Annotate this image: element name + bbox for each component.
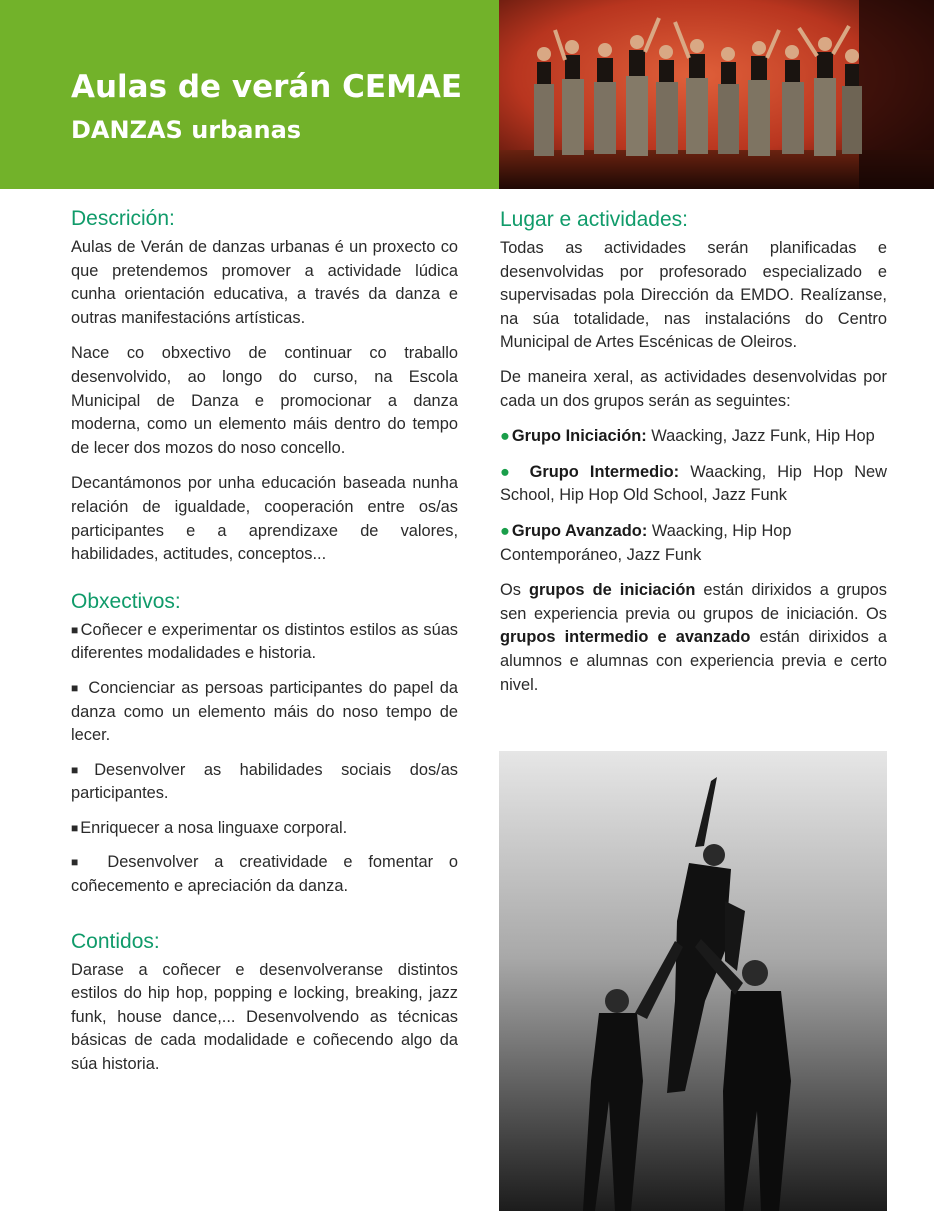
- descricion-paragraph-3: Decantámonos por unha educación baseada nunha relación de igualdade, cooperación entre os/as participantes e a aprendizaxe de valores, habilidades, actitudes, conceptos...: [71, 474, 458, 564]
- dance-lift-photo: [499, 751, 887, 1211]
- obxectivo-item: ■ Coñecer e experimentar os distintos estilos as súas diferentes modalidades e historia.: [71, 620, 459, 663]
- square-bullet-icon: ■: [71, 820, 79, 835]
- descricion-heading: Descrición:: [71, 207, 175, 230]
- right-column: [500, 203, 887, 697]
- square-bullet-icon: ■: [71, 762, 93, 777]
- obxectivos-heading: Obxectivos:: [71, 589, 181, 613]
- dot-bullet-icon: ●: [500, 462, 517, 481]
- group-item-intermedio: ● Grupo Intermedio: Waacking, Hip Hop New School, Hip Hop Old School, Jazz Funk: [500, 462, 887, 505]
- lugar-paragraph-1: Todas as actividades serán planificadas e desenvolvidas por profesorado especializado e supervisadas pola Dirección da EMDO. Realízanse, na súa totalidade, nas instalacións do Centro Municipal de Artes Escénicas de Oleiros.: [500, 239, 887, 352]
- lugar-paragraph-3: Os grupos de iniciación están dirixidos a grupos sen experiencia previa ou grupos de iniciación. Os grupos intermedio e avanzado están dirixidos a alumnos e alumnas con experiencia previa e certo nivel.: [500, 581, 887, 694]
- left-column: [71, 202, 458, 1077]
- group-item-iniciacion: ● Grupo Iniciación: Waacking, Jazz Funk, Hip Hop: [500, 427, 875, 446]
- dot-bullet-icon: ●: [500, 521, 510, 540]
- group-item-avanzado: ● Grupo Avanzado: Waacking, Hip Hop Contemporáneo, Jazz Funk: [500, 521, 792, 564]
- square-bullet-icon: ■: [71, 855, 90, 870]
- lugar-heading: Lugar e actividades:: [500, 208, 688, 231]
- page-title: Aulas de verán CEMAE: [71, 69, 463, 105]
- square-bullet-icon: ■: [71, 680, 81, 695]
- stage-dancers-photo: [499, 0, 934, 189]
- page-subtitle: DANZAS urbanas: [71, 116, 302, 144]
- obxectivo-item: ■ Enriquecer a nosa linguaxe corporal.: [71, 818, 348, 837]
- descricion-paragraph-2: Nace co obxectivo de continuar co traballo desenvolvido, ao longo do curso, na Escola Municipal de Danza e promocionar a danza moderna, como un elemento máis dentro do tempo de lecer dos mozos do noso concello.: [71, 344, 458, 457]
- header-banner: [0, 0, 499, 189]
- obxectivo-item: ■ Desenvolver as habilidades sociais dos/as participantes.: [71, 760, 459, 803]
- descricion-paragraph-1: Aulas de Verán de danzas urbanas é un proxecto co que pretendemos promover a actividade lúdica cunha orientación educativa, a través da danza e outras manifestacións artísticas.: [71, 238, 458, 327]
- lugar-paragraph-2: De maneira xeral, as actividades desenvolvidas por cada un dos grupos serán as seguintes:: [500, 367, 887, 410]
- dot-bullet-icon: ●: [500, 427, 510, 446]
- contidos-heading: Contidos:: [71, 929, 160, 953]
- square-bullet-icon: ■: [71, 622, 79, 637]
- obxectivo-item: ■ Desenvolver a creatividade e fomentar o coñecemento e apreciación da danza.: [71, 853, 459, 896]
- contidos-paragraph: Darase a coñecer e desenvolveranse distintos estilos do hip hop, popping e locking, breaking, jazz funk, house dance,... Desenvolvendo as técnicas básicas de cada modalidade e coñecendo algo da súa historia.: [71, 960, 458, 1074]
- obxectivo-item: ■ Concienciar as persoas participantes do papel da danza como un elemento máis do noso tempo de lecer.: [71, 678, 458, 745]
